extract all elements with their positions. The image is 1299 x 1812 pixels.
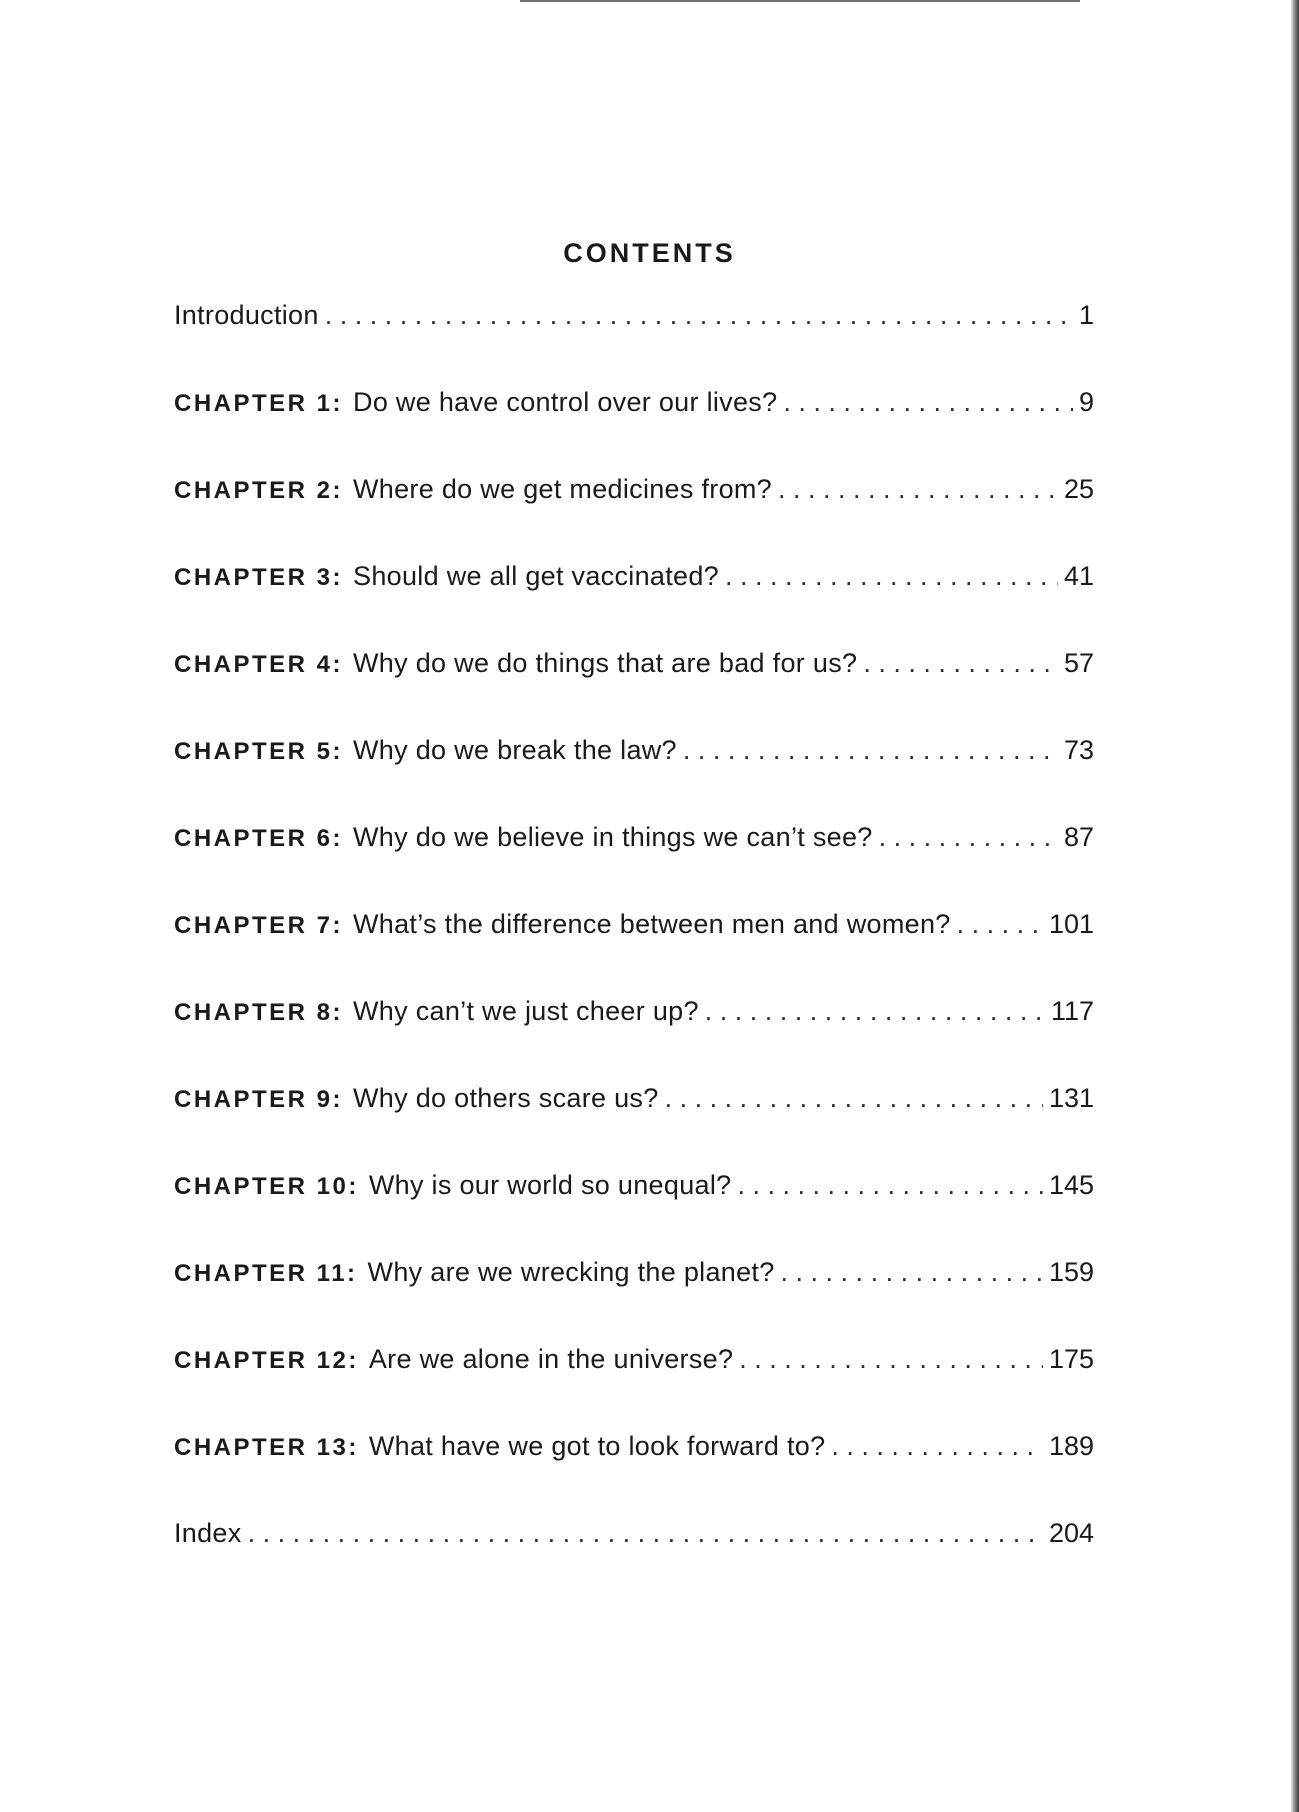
dot-leader: [705, 996, 1045, 1027]
page-number: 159: [1048, 1257, 1094, 1287]
toc-entry: [174, 474, 1094, 561]
toc-entry: [174, 300, 1094, 387]
page-top-edge: [520, 0, 1080, 2]
toc-entry: [174, 1083, 1094, 1170]
page-number: 145: [1048, 1170, 1094, 1200]
dot-leader: [665, 1083, 1043, 1114]
dot-leader: [778, 474, 1058, 505]
toc-entry: [174, 996, 1094, 1083]
chapter-label: CHAPTER 10:: [174, 1173, 359, 1200]
page-number: 9: [1078, 387, 1094, 417]
contents-heading: CONTENTS: [563, 238, 736, 268]
entry-title: Why do we do things that are bad for us?: [353, 648, 858, 678]
chapter-label: CHAPTER 3:: [174, 564, 344, 591]
toc-entry: [174, 387, 1094, 474]
page-number: 131: [1048, 1083, 1094, 1113]
toc-entry: [174, 1518, 1094, 1605]
entry-title: What’s the difference between men and women?: [353, 909, 951, 939]
chapter-label: CHAPTER 7:: [174, 912, 344, 939]
entry-title: Are we alone in the universe?: [368, 1344, 734, 1374]
entry-title: Why do we break the law?: [353, 735, 677, 765]
chapter-label: CHAPTER 6:: [174, 825, 344, 852]
entry-title: Why are we wrecking the planet?: [367, 1257, 775, 1287]
entry-title: Do we have control over our lives?: [353, 387, 778, 417]
entry-title: Introduction: [174, 300, 319, 330]
dot-leader: [781, 1257, 1043, 1288]
dot-leader: [957, 909, 1043, 940]
dot-leader: [248, 1518, 1043, 1549]
contents-list: [174, 300, 1094, 1605]
chapter-label: CHAPTER 4:: [174, 651, 344, 678]
page-number: 101: [1048, 909, 1094, 939]
chapter-label: CHAPTER 8:: [174, 999, 344, 1026]
toc-entry: [174, 1344, 1094, 1431]
page-number: 204: [1048, 1518, 1094, 1548]
dot-leader: [739, 1344, 1043, 1375]
chapter-label: CHAPTER 11:: [174, 1260, 358, 1287]
chapter-label: CHAPTER 12:: [174, 1347, 359, 1374]
dot-leader: [863, 648, 1058, 679]
page-binding-edge: [1291, 0, 1299, 1812]
page-number: 57: [1063, 648, 1094, 678]
entry-title: Why do we believe in things we can’t see?: [353, 822, 873, 852]
entry-title: What have we got to look forward to?: [368, 1431, 826, 1461]
entry-title: Should we all get vaccinated?: [353, 561, 719, 591]
page-number: 1: [1078, 300, 1094, 330]
dot-leader: [783, 387, 1073, 418]
page-number: 87: [1063, 822, 1094, 852]
entry-title: Where do we get medicines from?: [353, 474, 772, 504]
chapter-label: CHAPTER 1:: [174, 390, 344, 417]
page-number: 73: [1063, 735, 1094, 765]
dot-leader: [325, 300, 1073, 331]
dot-leader: [683, 735, 1058, 766]
page-number: 41: [1063, 561, 1094, 591]
dot-leader: [879, 822, 1058, 853]
entry-title: Index: [174, 1518, 242, 1548]
page-number: 117: [1050, 996, 1094, 1026]
toc-entry: [174, 735, 1094, 822]
chapter-label: CHAPTER 5:: [174, 738, 344, 765]
chapter-label: CHAPTER 2:: [174, 477, 344, 504]
entry-title: Why do others scare us?: [353, 1083, 659, 1113]
toc-entry: [174, 1170, 1094, 1257]
entry-title: Why can’t we just cheer up?: [353, 996, 699, 1026]
page-number: 189: [1048, 1431, 1094, 1461]
toc-entry: [174, 1431, 1094, 1518]
chapter-label: CHAPTER 13:: [174, 1434, 359, 1461]
chapter-label: CHAPTER 9:: [174, 1086, 344, 1113]
dot-leader: [831, 1431, 1043, 1462]
toc-entry: [174, 822, 1094, 909]
toc-entry: [174, 561, 1094, 648]
page-number: 25: [1063, 474, 1094, 504]
toc-entry: [174, 1257, 1094, 1344]
dot-leader: [737, 1170, 1043, 1201]
dot-leader: [725, 561, 1058, 592]
page-number: 175: [1048, 1344, 1094, 1374]
toc-entry: [174, 909, 1094, 996]
toc-entry: [174, 648, 1094, 735]
entry-title: Why is our world so unequal?: [368, 1170, 732, 1200]
